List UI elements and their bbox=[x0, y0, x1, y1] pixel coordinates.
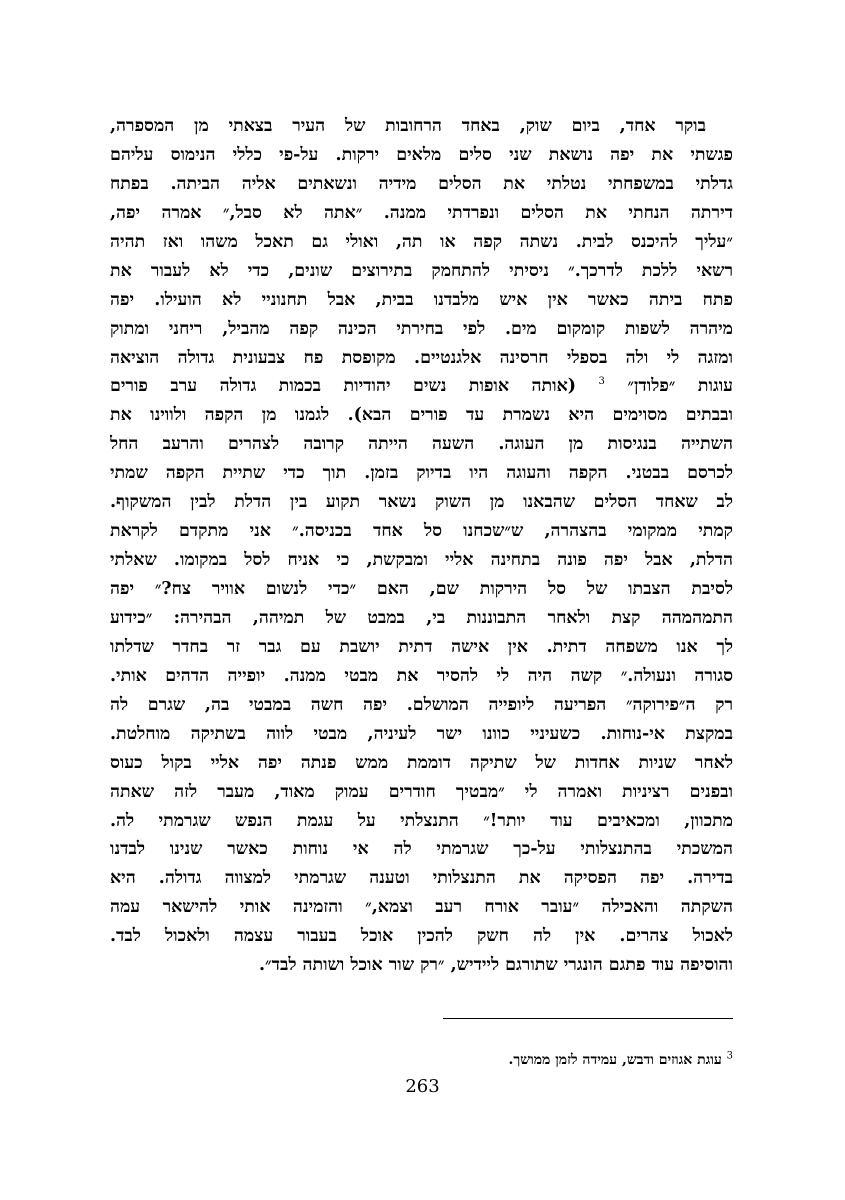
text-line: הדלת, אבל יפה פונה בתחינה אליי ומבקשת, כי אניח לסל במקומו. שאלתי bbox=[110, 550, 733, 571]
text-line: לך אנו משפחה דתית. אין אישה דתית יושבת עם גבר זר בחדר שדלתו bbox=[110, 636, 733, 657]
text-line: התמהמהה קצת ולאחר התבוננות בי, במבט של תמיהה, הבהירה: ״כידוע bbox=[110, 607, 733, 628]
text-line: לאחר שניות אחדות של שתיקה דוממת ממש פנתה יפה אליי בקול כעוס bbox=[110, 752, 733, 773]
footnote-number: 3 bbox=[726, 1050, 733, 1062]
footnote-separator bbox=[443, 1018, 733, 1019]
text-line: המשכתי בהתנצלותי על-כך שגרמתי לה אי נוחות כאשר שנינו לבדנו bbox=[110, 839, 733, 860]
text-line: ובבתים מסוימים היא נשמרת עד פורים הבא). לגמנו מן הקפה ולווינו את bbox=[110, 405, 733, 426]
text-line: לאכול צהרים. אין לה חשק להכין אוכל בעבור עצמה ולאכול לבד. bbox=[110, 926, 733, 947]
text-line: רק ה״פירוקה״ הפריעה ליופייה המושלם. יפה חשה במבטי בה, שגרם לה bbox=[110, 694, 733, 715]
text-line: קמתי ממקומי בהצהרה, ש״שכחנו סל אחד בכניסה.״ אני מתקדם לקראת bbox=[110, 521, 733, 542]
text-line: דירתה הנחתי את הסלים ונפרדתי ממנה. ״אתה לא סבל,״ אמרה יפה, bbox=[110, 202, 733, 223]
text-line: ״עליך להיכנס לבית. נשתה קפה או תה, ואולי גם תאכל משהו ואז תהיה bbox=[110, 231, 733, 252]
text-line: לכרסם בבטני. הקפה והעוגה היו בדיוק בזמן. תוך כדי שתיית הקפה שמתי bbox=[110, 463, 733, 484]
text-line: ובפנים רציניות ואמרה לי ״מבטיך חודרים עמוק מאוד, מעבר לזה שאתה bbox=[110, 781, 733, 802]
text-line: השקתה והאכילה ״עובר אורח רעב וצמא,״ והזמינה אותי להישאר עמה bbox=[110, 897, 733, 918]
text-line: גדלתי במשפחתי נטלתי את הסלים מידיה ונשאתים אליה הביתה. בפתח bbox=[110, 173, 733, 194]
text-line: השתייה בנגיסות מן העוגה. השעה הייתה קרובה לצהרים והרעב החל bbox=[110, 434, 733, 455]
footnote bbox=[509, 1052, 733, 1069]
text-line: לב שאחד הסלים שהבאנו מן השוק נשאר תקוע בין הדלת לבין המשקוף. bbox=[110, 492, 733, 513]
text-line: ומזגה לי ולה בספלי חרסינה אלגנטיים. מקופסת פח צבעונית גדולה הוציאה bbox=[110, 347, 733, 368]
footnote-reference[interactable]: 3 bbox=[598, 376, 605, 388]
text-line: פתח ביתה כאשר אין איש מלבדנו בבית, אבל תחנוניי לא הועילו. יפה bbox=[110, 289, 733, 310]
text-line-with-footnote bbox=[110, 372, 733, 401]
text-line: והוסיפה עוד פתגם הונגרי שתורגם ליידיש, ״רק שור אוכל ושותה לבד״. bbox=[258, 955, 733, 976]
body-text bbox=[110, 112, 733, 980]
footnote-text: עוגת אגוזים ודבש, עמידה לזמן ממושך. bbox=[508, 1052, 722, 1068]
text-line: בוקר אחד, ביום שוק, באחד הרחובות של העיר בצאתי מן המספרה, bbox=[110, 116, 706, 136]
text-line: במקצת אי-נוחות. כשעיניי כוונו ישר לעיניה, מבטי לווה בשתיקה מוחלטת. bbox=[110, 723, 733, 744]
text-segment: (אותה אופות נשים יהודיות בכמות גדולה ערב פורים bbox=[110, 376, 576, 397]
text-line: לסיבת הצבתו של סל הירקות שם, האם ״כדי לנשום אוויר צח?״ יפה bbox=[110, 579, 733, 599]
text-line: מיהרה לשפות קומקום מים. לפי בחירתי הכינה קפה מהביל, ריחני ומתוק bbox=[110, 318, 733, 339]
page-number: 263 bbox=[405, 1076, 440, 1097]
text-line: סגורה ונעולה.״ קשה היה לי להסיר את מבטי ממנה. יופייה הדהים אותי. bbox=[110, 665, 733, 686]
text-line: מתכוון, ומכאיבים עוד יותר!״ התנצלתי על עגמת הנפש שגרמתי לה. bbox=[110, 810, 733, 831]
text-line: רשאי ללכת לדרכך.״ ניסיתי להתחמק בתירוצים שונים, כדי לא לעבור את bbox=[110, 260, 733, 281]
text-line: בדירה. יפה הפסיקה את התנצלותי וטענה שגרמתי למצווה גדולה. היא bbox=[110, 868, 733, 889]
text-segment: עוגות ״פלודן״ bbox=[627, 376, 733, 397]
text-line: פגשתי את יפה נושאת שני סלים מלאים ירקות. על-פי כללי הנימוס עליהם bbox=[110, 144, 733, 165]
